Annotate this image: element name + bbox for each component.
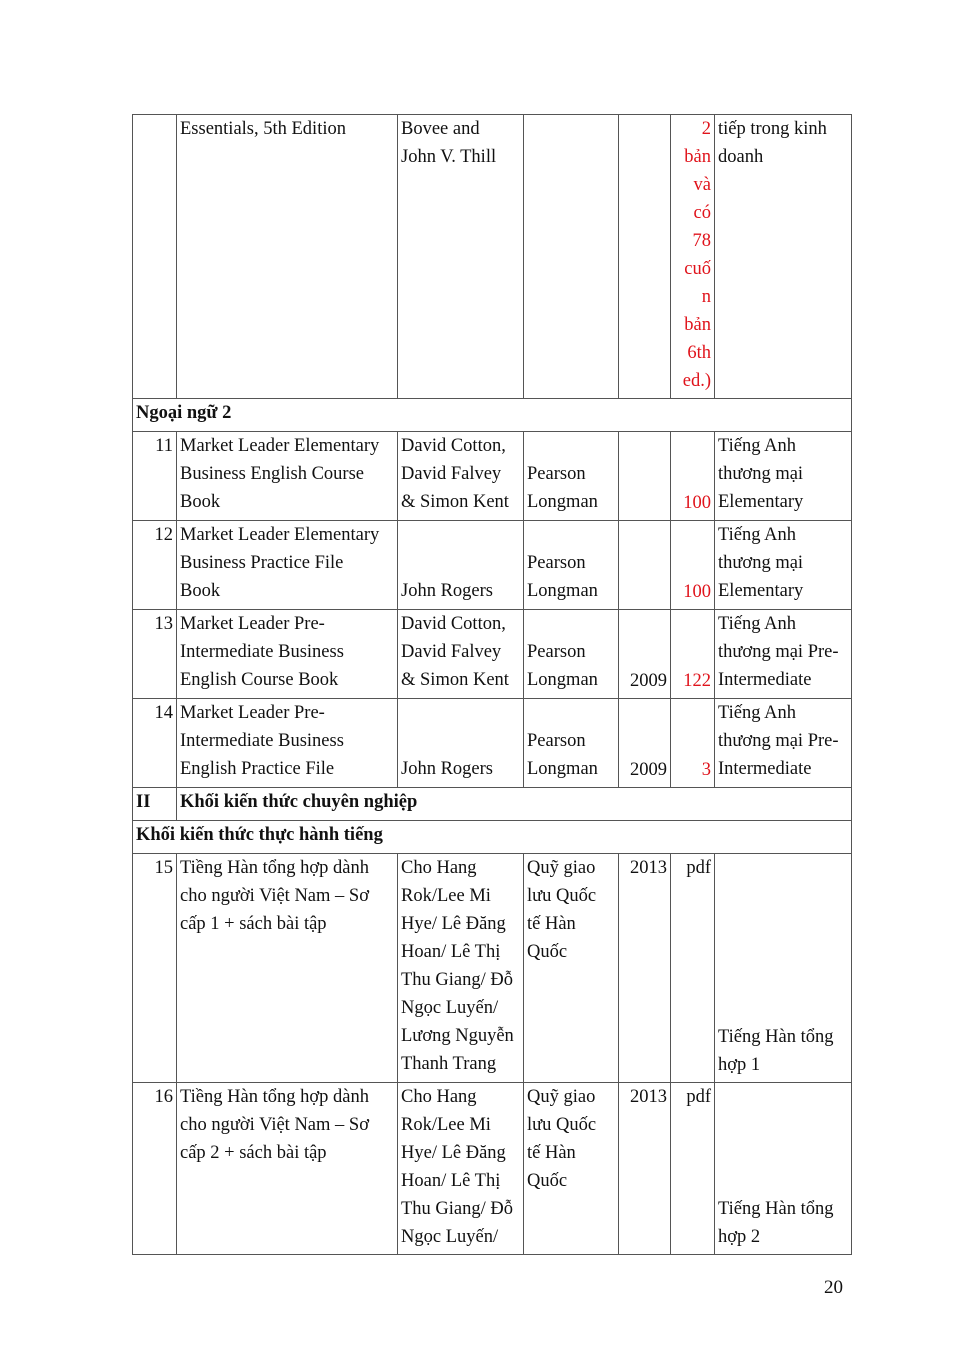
section-heading: Khối kiến thức chuyên nghiệp [177,788,852,821]
cell-title [177,699,398,788]
cell-publisher [524,432,619,521]
text-line: David Falvey [401,642,502,662]
table-row [133,699,852,788]
cell-no: 11 [133,432,177,521]
text-line: cho người Việt Nam – Sơ [180,886,369,906]
text-line: John Rogers [401,759,493,779]
text-line: Pearson [527,464,586,484]
cell-quantity: 122 [671,610,715,699]
text-line: Hoan/ Lê Thị [401,1171,501,1191]
section-row [133,788,852,821]
text-line: thương mại [718,464,804,484]
text-line: lưu Quốc [527,1115,597,1135]
cell-title [177,521,398,610]
text-line: Tiếng Anh [718,614,796,634]
text-line [401,521,520,549]
text-line: David Falvey [401,464,502,484]
text-line: Market Leader Pre- [180,614,325,634]
text-line: Business Practice File [180,553,344,573]
text-line [401,699,520,727]
text-line: cấp 2 + sách bài tập [180,1143,327,1163]
cell-year: 2013 [619,1083,671,1255]
cell-author [398,521,524,610]
cell-publisher [524,854,619,1083]
text-line: John Rogers [401,581,493,601]
text-line: Hye/ Lê Đăng [401,1143,506,1163]
section-heading: Ngoại ngữ 2 [133,399,852,432]
book-list-table [132,114,852,1255]
text-line: Quỹ giao [527,858,596,878]
text-line: Pearson [527,731,586,751]
text-line: English Course Book [180,670,339,690]
text-line [527,432,615,460]
text-line: Longman [527,670,598,690]
cell-subject [715,115,852,399]
cell-author [398,115,524,399]
text-line: Quốc [527,1171,568,1191]
section-row [133,821,852,854]
text-line: Ngọc Luyến/ [401,1227,499,1247]
table-row [133,521,852,610]
cell-no: 16 [133,1083,177,1255]
text-line: David Cotton, [401,614,506,634]
text-line: Tiếng Anh [718,703,796,723]
text-line: thương mại [718,553,804,573]
text-line: tế Hàn [527,914,576,934]
text-line: Tiếng Hàn tổng [718,1199,834,1219]
cell-subject [715,699,852,788]
page-number: 20 [824,1277,843,1298]
cell-no: 12 [133,521,177,610]
cell-quantity: 3 [671,699,715,788]
cell-year [619,432,671,521]
cell-subject [715,521,852,610]
cell-author [398,610,524,699]
text-line: Business English Course [180,464,364,484]
text-line: bản [684,147,711,167]
text-line: English Practice File [180,759,335,779]
text-line: David Cotton, [401,436,506,456]
text-line: Bovee and [401,119,480,139]
cell-title [177,854,398,1083]
text-line [527,521,615,549]
text-line: Rok/Lee Mi [401,886,491,906]
text-line: bản [684,315,711,335]
cell-title [177,432,398,521]
table-row [133,432,852,521]
table-row-continued [133,115,852,399]
text-line: Longman [527,759,598,779]
text-line: Ngọc Luyến/ [401,998,499,1018]
text-line [527,699,615,727]
text-line: 6th [687,343,711,363]
text-line: cấp 1 + sách bài tập [180,914,327,934]
text-line: tế Hàn [527,1143,576,1163]
cell-quantity: pdf [671,854,715,1083]
cell-publisher [524,610,619,699]
text-line: & Simon Kent [401,492,509,512]
cell-year: 2009 [619,610,671,699]
text-line: Cho Hang [401,858,477,878]
section-row-ngoai-ngu-2 [133,399,852,432]
cell-no: 14 [133,699,177,788]
section-number: II [133,788,177,821]
text-line: Market Leader Elementary [180,436,380,456]
text-line: Tiếng Anh [718,436,796,456]
text-line: Elementary [718,581,804,601]
section-heading: Khối kiến thức thực hành tiếng [133,821,852,854]
text-line: Market Leader Pre- [180,703,325,723]
text-line: & Simon Kent [401,670,509,690]
cell-title [177,1083,398,1255]
text-line: thương mại Pre- [718,731,839,751]
text-line: Pearson [527,553,586,573]
text-line: 2 [701,119,711,139]
text-line: Quỹ giao [527,1087,596,1107]
cell-subject [715,432,852,521]
cell-quantity [671,115,715,399]
text-line: hợp 1 [718,1055,761,1075]
cell-publisher [524,699,619,788]
cell-subject [715,1083,852,1255]
cell-author [398,432,524,521]
table-row [133,1083,852,1255]
text-line: Tiếng Hàn tổng [718,1027,834,1047]
table-row [133,610,852,699]
cell-publisher [524,521,619,610]
cell-author [398,1083,524,1255]
text-line: Tiếng Anh [718,525,796,545]
text-line: Intermediate Business [180,642,344,662]
text-line: Elementary [718,492,804,512]
cell-no: 15 [133,854,177,1083]
cell-author [398,699,524,788]
cell-year: 2009 [619,699,671,788]
text-line: Thu Giang/ Đỗ [401,970,514,990]
cell-year [619,521,671,610]
text-line: Book [180,492,221,512]
text-line: Hoan/ Lê Thị [401,942,501,962]
text-line: hợp 2 [718,1227,761,1247]
cell-no: 13 [133,610,177,699]
text-line [401,549,520,577]
text-line: thương mại Pre- [718,642,839,662]
title-text: Essentials, 5th Edition [180,119,346,139]
text-line [401,727,520,755]
text-line: Pearson [527,642,586,662]
text-line: Book [180,581,221,601]
text-line: Thanh Trang [401,1054,497,1074]
text-line: và [693,175,711,195]
text-line: doanh [718,147,764,167]
cell-year: 2013 [619,854,671,1083]
cell-quantity: 100 [671,432,715,521]
cell-author [398,854,524,1083]
text-line [527,610,615,638]
text-line: Market Leader Elementary [180,525,380,545]
cell-quantity: 100 [671,521,715,610]
cell-title [177,115,398,399]
text-line: Lương Nguyễn [401,1026,514,1046]
text-line: Tiềng Hàn tổng hợp dành [180,858,369,878]
cell-year [619,115,671,399]
text-line: Cho Hang [401,1087,477,1107]
text-line: ed.) [682,371,711,391]
cell-publisher [524,1083,619,1255]
cell-title [177,610,398,699]
text-line: 78 [692,231,711,251]
text-line: Intermediate Business [180,731,344,751]
text-line: Longman [527,492,598,512]
cell-no [133,115,177,399]
cell-subject [715,854,852,1083]
text-line: Rok/Lee Mi [401,1115,491,1135]
text-line: Longman [527,581,598,601]
text-line: cuố [684,259,711,279]
text-line: lưu Quốc [527,886,597,906]
cell-quantity: pdf [671,1083,715,1255]
cell-subject [715,610,852,699]
text-line: Tiềng Hàn tổng hợp dành [180,1087,369,1107]
text-line: Intermediate [718,670,812,690]
text-line: cho người Việt Nam – Sơ [180,1115,369,1135]
text-line: có [693,203,711,223]
text-line: Hye/ Lê Đăng [401,914,506,934]
text-line: Thu Giang/ Đỗ [401,1199,514,1219]
text-line: n [701,287,711,307]
text-line: John V. Thill [401,147,497,167]
text-line: Intermediate [718,759,812,779]
cell-publisher [524,115,619,399]
table-row [133,854,852,1083]
text-line: Quốc [527,942,568,962]
text-line: tiếp trong kinh [718,119,827,139]
